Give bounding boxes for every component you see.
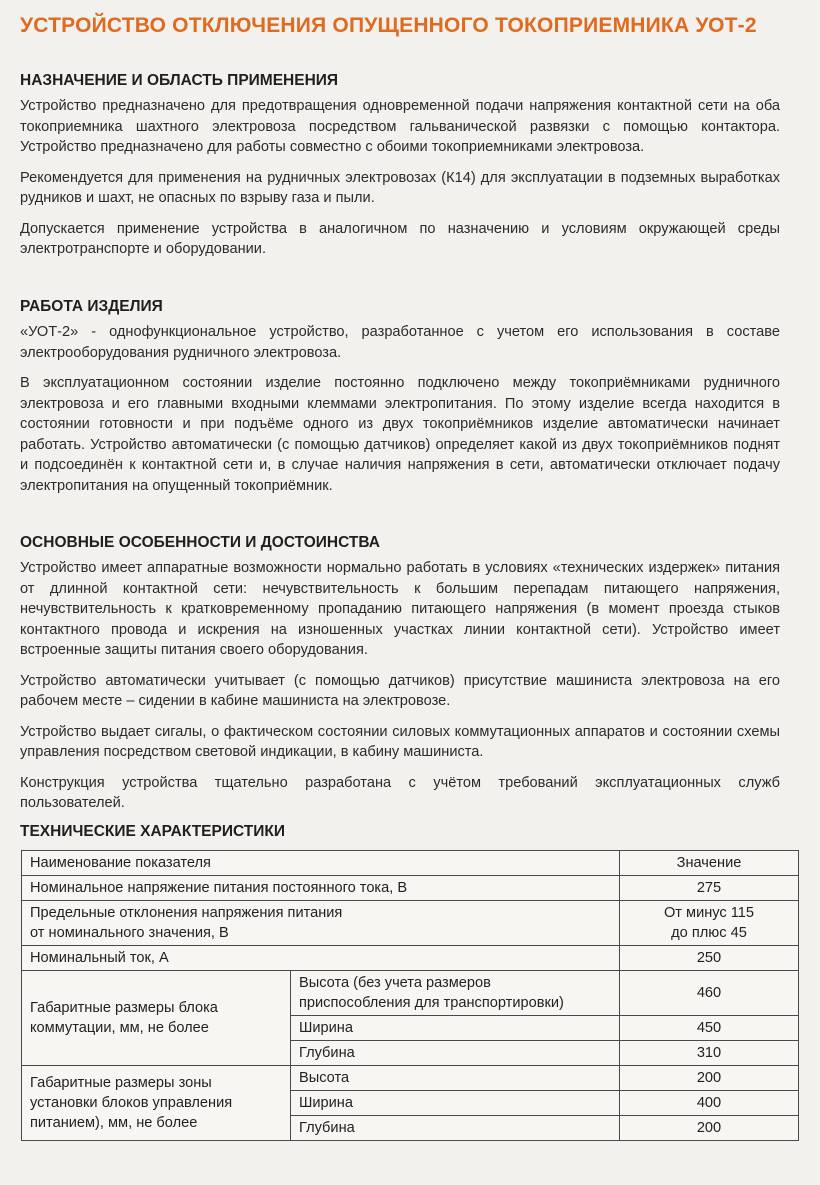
- block-depth-label-cell: Глубина: [291, 1041, 620, 1066]
- specs-heading: ТЕХНИЧЕСКИЕ ХАРАКТЕРИСТИКИ: [20, 823, 285, 840]
- deviation-value-cell: [620, 901, 799, 946]
- block-height-value-cell: 460: [620, 971, 799, 1016]
- features-paragraph-1: Устройство имеет аппаратные возможности нормально работать в условиях «технических издержек» питания от длинной контактной сети: нечувствительность к большим перепадам питающего напряжения, нечувствительность к кратковременному пропаданию питающего напряжения (в момент проезда стыков контактного провода и искрения на изношенных участках линии контактной сети). Устройство имеет встроенные защиты питания своего оборудования.: [20, 560, 780, 658]
- page-title: УСТРОЙСТВО ОТКЛЮЧЕНИЯ ОПУЩЕННОГО ТОКОПРИЕМНИКА УОТ-2: [20, 14, 757, 37]
- purpose-section: [20, 72, 780, 270]
- voltage-name-cell: Номинальное напряжение питания постоянного тока, В: [22, 876, 620, 901]
- block-depth-value-cell: 310: [620, 1041, 799, 1066]
- table-row: [22, 946, 799, 971]
- block-width-value-cell: 450: [620, 1016, 799, 1041]
- zone-height-label-cell: Высота: [291, 1066, 620, 1091]
- table-row: [22, 971, 799, 1016]
- features-paragraph-4: Конструкция устройства тщательно разработана с учётом требований эксплуатационных служб пользователей.: [20, 774, 780, 811]
- block-height-label-line-1: Высота (без учета размеров: [299, 975, 491, 991]
- table-row: [22, 876, 799, 901]
- features-section: [20, 534, 780, 824]
- purpose-heading: НАЗНАЧЕНИЕ И ОБЛАСТЬ ПРИМЕНЕНИЯ: [20, 72, 339, 89]
- operation-paragraph-1: «УОТ-2» - однофункциональное устройство, разработанное с учетом его использования в составе электрооборудования рудничного электровоза.: [20, 324, 780, 361]
- specs-table: [21, 850, 799, 1141]
- features-heading: ОСНОВНЫЕ ОСОБЕННОСТИ И ДОСТОИНСТВА: [20, 534, 380, 551]
- table-row: [22, 901, 799, 946]
- current-value-cell: 250: [620, 946, 799, 971]
- operation-paragraph-2: В эксплуатационном состоянии изделие постоянно подключено между токоприёмниками рудничного электровоза и его главными входными клеммами электропитания. По этому изделие всегда находится в состоянии готовности и при подъёме одного из двух токоприёмников изделие автоматически начинает работать. Устройство автоматически (с помощью датчиков) определяет какой из двух токоприёмников поднят и подсоединён к контактной сети и, в случае наличия напряжения в сети, автоматически отключает подачу электропитания на опущенный токоприёмник.: [20, 375, 780, 494]
- table-row: [22, 1066, 799, 1091]
- block-height-label-line-2: приспособления для транспортировки): [299, 995, 564, 1011]
- features-paragraph-2: Устройство автоматически учитывает (с помощью датчиков) присутствие машиниста электровоза на его рабочем месте – сидении в кабине машиниста на электровозе.: [20, 672, 780, 709]
- zone-depth-label-cell: Глубина: [291, 1116, 620, 1141]
- zone-depth-value-cell: 200: [620, 1116, 799, 1141]
- features-paragraph-3: Устройство выдает сигалы, о фактическом состоянии силовых коммутационных аппаратов и состоянии схемы управления посредством световой индикации, в кабину машиниста.: [20, 723, 780, 760]
- current-name-cell: Номинальный ток, А: [22, 946, 620, 971]
- purpose-paragraph-3: Допускается применение устройства в аналогичном по назначению и условиям окружающей среды электротранспорте и оборудовании.: [20, 220, 780, 257]
- deviation-value-line-1: От минус 115: [663, 905, 755, 921]
- purpose-paragraph-2: Рекомендуется для применения на рудничных электровозах (К14) для эксплуатации в подземных выработках рудников и шахт, не опасных по взрыву газа и пыли.: [20, 169, 780, 206]
- deviation-name-line-2: от номинального значения, В: [30, 925, 229, 941]
- deviation-name-line-1: Предельные отклонения напряжения питания: [30, 905, 343, 921]
- zone-height-value-cell: 200: [620, 1066, 799, 1091]
- voltage-value-cell: 275: [620, 876, 799, 901]
- operation-section: [20, 298, 780, 506]
- operation-heading: РАБОТА ИЗДЕЛИЯ: [20, 298, 163, 315]
- purpose-paragraph-1: Устройство предназначено для предотвращения одновременной подачи напряжения контактной сети на оба токоприемника шахтного электровоза посредством гальванической развязки с помощью контактора. Устройство предназначено для работы совместно с обоими токоприемниками электровоза.: [20, 98, 780, 155]
- block-dimensions-name-cell: Габаритные размеры блока коммутации, мм, не более: [22, 971, 291, 1066]
- zone-width-value-cell: 400: [620, 1091, 799, 1116]
- header-value-cell: Значение: [620, 851, 799, 876]
- specs-section: [20, 823, 780, 847]
- deviation-name-cell: [22, 901, 620, 946]
- header-name-cell: Наименование показателя: [22, 851, 620, 876]
- zone-dimensions-name-cell: Габаритные размеры зоны установки блоков управления питанием), мм, не более: [22, 1066, 291, 1141]
- block-width-label-cell: Ширина: [291, 1016, 620, 1041]
- zone-width-label-cell: Ширина: [291, 1091, 620, 1116]
- deviation-value-line-2: до плюс 45: [671, 925, 747, 941]
- block-height-label-cell: [291, 971, 620, 1016]
- table-row: [22, 851, 799, 876]
